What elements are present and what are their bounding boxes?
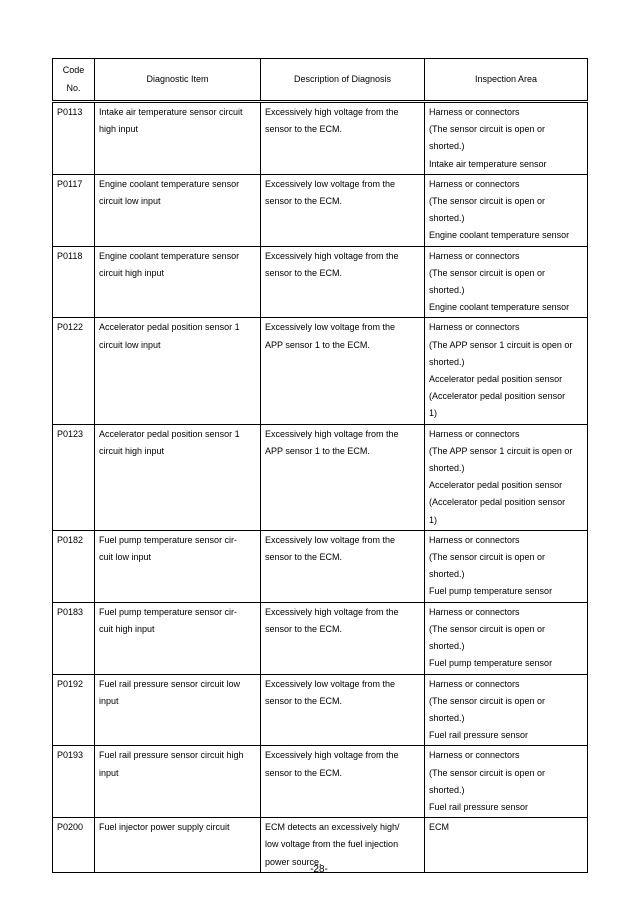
cell-line: shorted.) xyxy=(429,141,465,152)
cell-line: Excessively low voltage from the xyxy=(265,534,396,545)
header-code-line: Code xyxy=(62,65,85,76)
description-cell xyxy=(261,102,425,175)
cell-line: Excessively high voltage from the xyxy=(265,107,399,117)
cell-line: (The sensor circuit is open or xyxy=(429,267,546,278)
diagnostic-item-cell xyxy=(95,530,261,602)
code-cell: P0123 xyxy=(53,424,95,530)
code-cell: P0118 xyxy=(53,246,95,318)
table-row xyxy=(53,602,588,674)
cell-line: circuit high input xyxy=(99,445,165,456)
inspection-area-cell xyxy=(425,174,588,246)
cell-line: Excessively high voltage from the xyxy=(265,428,399,439)
code-cell: P0113 xyxy=(53,102,95,175)
cell-line: Fuel injector power supply circuit xyxy=(99,822,230,833)
cell-line: Accelerator pedal position sensor 1 xyxy=(99,428,240,439)
inspection-area-cell xyxy=(425,102,588,175)
table-row xyxy=(53,318,588,424)
header-code-line: No. xyxy=(66,82,81,93)
inspection-area-cell xyxy=(425,246,588,318)
cell-line: shorted.) xyxy=(429,784,465,795)
header-code xyxy=(53,59,95,102)
cell-line: Harness or connectors xyxy=(429,107,520,117)
description-cell xyxy=(261,602,425,674)
code-cell: P0200 xyxy=(53,818,95,873)
code-cell: P0193 xyxy=(53,746,95,818)
description-cell xyxy=(261,674,425,746)
cell-line: circuit low input xyxy=(99,339,161,350)
cell-line: 1) xyxy=(429,514,438,525)
cell-line: Fuel rail pressure sensor xyxy=(429,730,529,741)
cell-line: power source. xyxy=(265,856,322,867)
cell-line: high input xyxy=(99,124,139,135)
cell-line: (The sensor circuit is open or xyxy=(429,695,546,706)
cell-line: Fuel pump temperature sensor cir- xyxy=(99,534,238,545)
cell-line: (Accelerator pedal position sensor xyxy=(429,497,566,508)
cell-line: Engine coolant temperature sensor xyxy=(99,250,240,261)
diagnostic-item-cell xyxy=(95,102,261,175)
table-row xyxy=(53,102,588,175)
cell-line: Harness or connectors xyxy=(429,678,520,689)
cell-line: Harness or connectors xyxy=(429,606,520,617)
cell-line: Harness or connectors xyxy=(429,322,520,333)
description-cell xyxy=(261,174,425,246)
table-row xyxy=(53,746,588,818)
cell-line: sensor to the ECM. xyxy=(265,552,343,563)
code-cell: P0122 xyxy=(53,318,95,424)
description-cell xyxy=(261,746,425,818)
cell-line: (The APP sensor 1 circuit is open or xyxy=(429,339,573,350)
diagnostic-item-cell xyxy=(95,246,261,318)
cell-line: (The sensor circuit is open or xyxy=(429,552,546,563)
cell-line: circuit low input xyxy=(99,196,161,207)
inspection-area-cell xyxy=(425,530,588,602)
cell-line: Accelerator pedal position sensor xyxy=(429,480,563,491)
cell-line: circuit high input xyxy=(99,267,165,278)
cell-line: (The sensor circuit is open or xyxy=(429,623,546,634)
table-row xyxy=(53,424,588,530)
cell-line: Fuel rail pressure sensor circuit low xyxy=(99,678,241,689)
cell-line: Engine coolant temperature sensor xyxy=(429,230,570,241)
table-header xyxy=(53,59,588,102)
diagnostic-item-cell xyxy=(95,318,261,424)
inspection-area-cell xyxy=(425,746,588,818)
page-number: -28- xyxy=(310,864,328,875)
cell-line: sensor to the ECM. xyxy=(265,196,343,207)
table-row xyxy=(53,530,588,602)
cell-line: APP sensor 1 to the ECM. xyxy=(265,445,370,456)
diagnostic-item-cell xyxy=(95,424,261,530)
cell-line: Fuel rail pressure sensor xyxy=(429,801,529,812)
cell-line: low voltage from the fuel injection xyxy=(265,839,399,850)
cell-line: Excessively high voltage from the xyxy=(265,606,399,617)
cell-line: sensor to the ECM. xyxy=(265,623,343,634)
table-row xyxy=(53,246,588,318)
header-row xyxy=(53,59,588,102)
inspection-area-cell xyxy=(425,318,588,424)
cell-line: Harness or connectors xyxy=(429,250,520,261)
cell-line: shorted.) xyxy=(429,285,465,296)
cell-line: (The sensor circuit is open or xyxy=(429,767,546,778)
cell-line: Harness or connectors xyxy=(429,428,520,439)
cell-line: Excessively high voltage from the xyxy=(265,750,399,761)
code-cell: P0192 xyxy=(53,674,95,746)
cell-line: Harness or connectors xyxy=(429,750,520,761)
cell-line: (The sensor circuit is open or xyxy=(429,124,546,135)
header-diagnostic-item: Diagnostic Item xyxy=(95,59,261,102)
cell-line: ECM xyxy=(429,822,449,833)
cell-line: (The sensor circuit is open or xyxy=(429,196,546,207)
cell-line: shorted.) xyxy=(429,641,465,652)
cell-line: sensor to the ECM. xyxy=(265,267,343,278)
diagnostic-code-table xyxy=(52,58,588,873)
table-row xyxy=(53,674,588,746)
header-description: Description of Diagnosis xyxy=(261,59,425,102)
description-cell xyxy=(261,318,425,424)
cell-line: shorted.) xyxy=(429,213,465,224)
cell-line: Fuel pump temperature sensor xyxy=(429,658,553,669)
inspection-area-cell xyxy=(425,674,588,746)
cell-line: cuit low input xyxy=(99,552,152,563)
cell-line: Engine coolant temperature sensor xyxy=(429,302,570,313)
cell-line: Excessively low voltage from the xyxy=(265,678,396,689)
cell-line: ECM detects an excessively high/ xyxy=(265,822,400,833)
diagnostic-item-cell xyxy=(95,746,261,818)
cell-line: APP sensor 1 to the ECM. xyxy=(265,339,370,350)
cell-line: Accelerator pedal position sensor 1 xyxy=(99,322,240,333)
header-inspection-area: Inspection Area xyxy=(425,59,588,102)
cell-line: (Accelerator pedal position sensor xyxy=(429,391,566,402)
cell-line: Fuel pump temperature sensor cir- xyxy=(99,606,238,617)
description-cell xyxy=(261,530,425,602)
cell-line: input xyxy=(99,695,119,706)
cell-line: sensor to the ECM. xyxy=(265,767,343,778)
cell-line: cuit high input xyxy=(99,623,155,634)
cell-line: input xyxy=(99,767,119,778)
inspection-area-cell xyxy=(425,602,588,674)
cell-line: Intake air temperature sensor circuit xyxy=(99,107,243,117)
code-cell: P0117 xyxy=(53,174,95,246)
cell-line: Excessively low voltage from the xyxy=(265,322,396,333)
cell-line: Fuel rail pressure sensor circuit high xyxy=(99,750,244,761)
description-cell xyxy=(261,424,425,530)
cell-line: Accelerator pedal position sensor xyxy=(429,374,563,385)
cell-line: shorted.) xyxy=(429,356,465,367)
diagnostic-item-cell xyxy=(95,602,261,674)
cell-line: Intake air temperature sensor xyxy=(429,158,547,169)
code-cell: P0183 xyxy=(53,602,95,674)
cell-line: shorted.) xyxy=(429,463,465,474)
cell-line: (The APP sensor 1 circuit is open or xyxy=(429,445,573,456)
cell-line: 1) xyxy=(429,408,438,419)
cell-line: Engine coolant temperature sensor xyxy=(99,178,240,189)
table-row xyxy=(53,174,588,246)
cell-line: shorted.) xyxy=(429,569,465,580)
diagnostic-item-cell xyxy=(95,674,261,746)
description-cell xyxy=(261,246,425,318)
code-cell: P0182 xyxy=(53,530,95,602)
cell-line: Fuel pump temperature sensor xyxy=(429,586,553,597)
cell-line: shorted.) xyxy=(429,712,465,723)
diagnostic-item-cell xyxy=(95,174,261,246)
cell-line: Harness or connectors xyxy=(429,178,520,189)
inspection-area-cell xyxy=(425,424,588,530)
cell-line: Excessively high voltage from the xyxy=(265,250,399,261)
table-body xyxy=(53,102,588,873)
cell-line: Excessively low voltage from the xyxy=(265,178,396,189)
cell-line: sensor to the ECM. xyxy=(265,124,343,135)
cell-line: Harness or connectors xyxy=(429,534,520,545)
cell-line: sensor to the ECM. xyxy=(265,695,343,706)
